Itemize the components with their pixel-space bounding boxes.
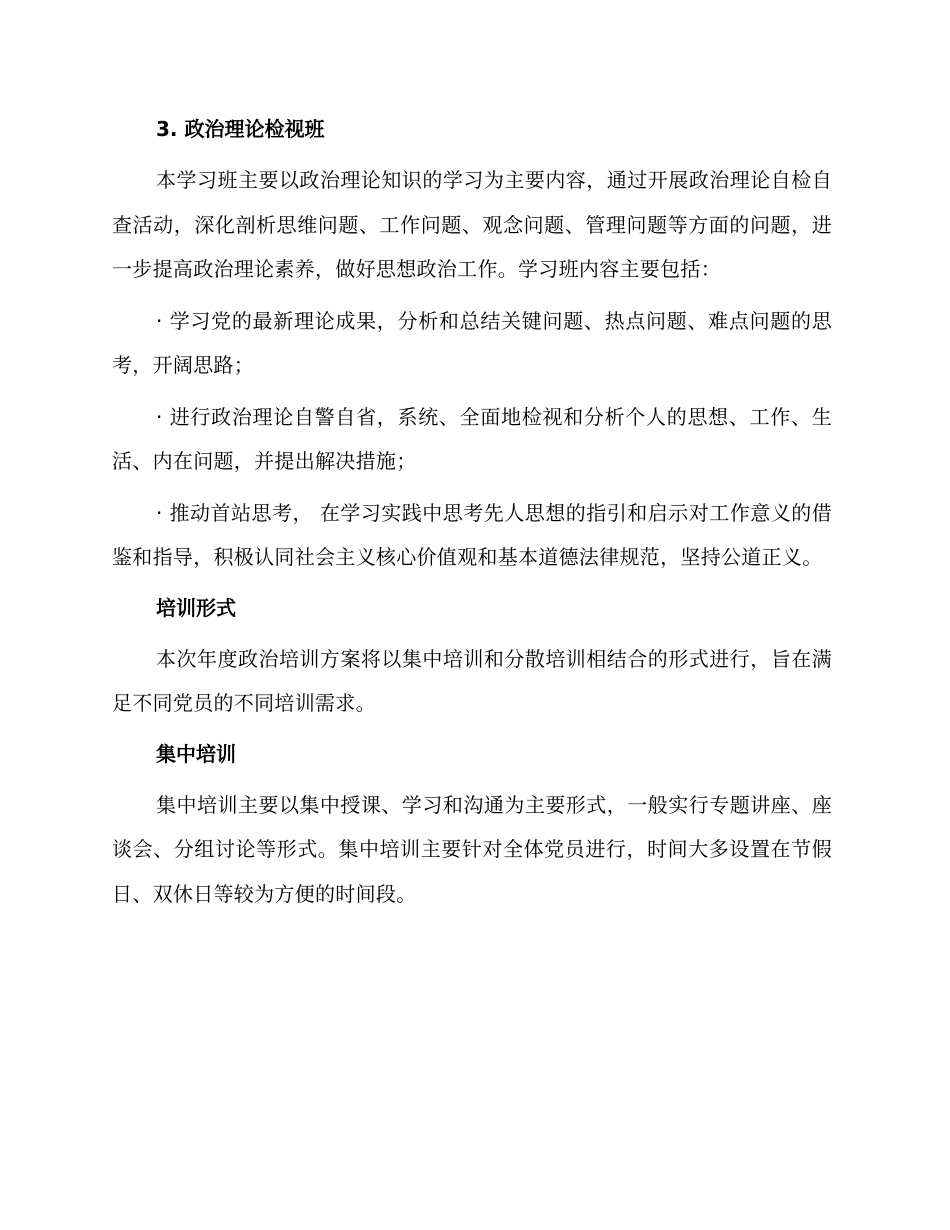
section-intro-paragraph: 本学习班主要以政治理论知识的学习为主要内容，通过开展政治理论自检自查活动，深化剖析思维问题、工作问题、观念问题、管理问题等方面的问题，进一步提高政治理论素养，做好思想政治工作。学习班内容主要包括： [112, 168, 832, 281]
bullet-item: · 学习党的最新理论成果，分析和总结关键问题、热点问题、难点问题的思考，开阔思路； [112, 308, 832, 377]
training-form-paragraph: 本次年度政治培训方案将以集中培训和分散培训相结合的形式进行，旨在满足不同党员的不同培训需求。 [112, 646, 832, 715]
centralized-training-heading: 集中培训 [156, 741, 236, 766]
bullet-item: · 推动首站思考， 在学习实践中思考先人思想的指引和启示对工作意义的借鉴和指导，积极认同社会主义核心价值观和基本道德法律规范，坚持公道正义。 [112, 500, 832, 569]
section-heading-political-theory-class: 3. 政治理论检视班 [156, 117, 325, 141]
centralized-training-paragraph: 集中培训主要以集中授课、学习和沟通为主要形式，一般实行专题讲座、座谈会、分组讨论等形式。集中培训主要针对全体党员进行，时间大多设置在节假日、双休日等较为方便的时间段。 [112, 792, 832, 906]
document-body [112, 108, 832, 923]
training-form-heading: 培训形式 [156, 595, 236, 620]
bullet-item: · 进行政治理论自警自省，系统、全面地检视和分析个人的思想、工作、生活、内在问题，并提出解决措施； [112, 404, 832, 473]
